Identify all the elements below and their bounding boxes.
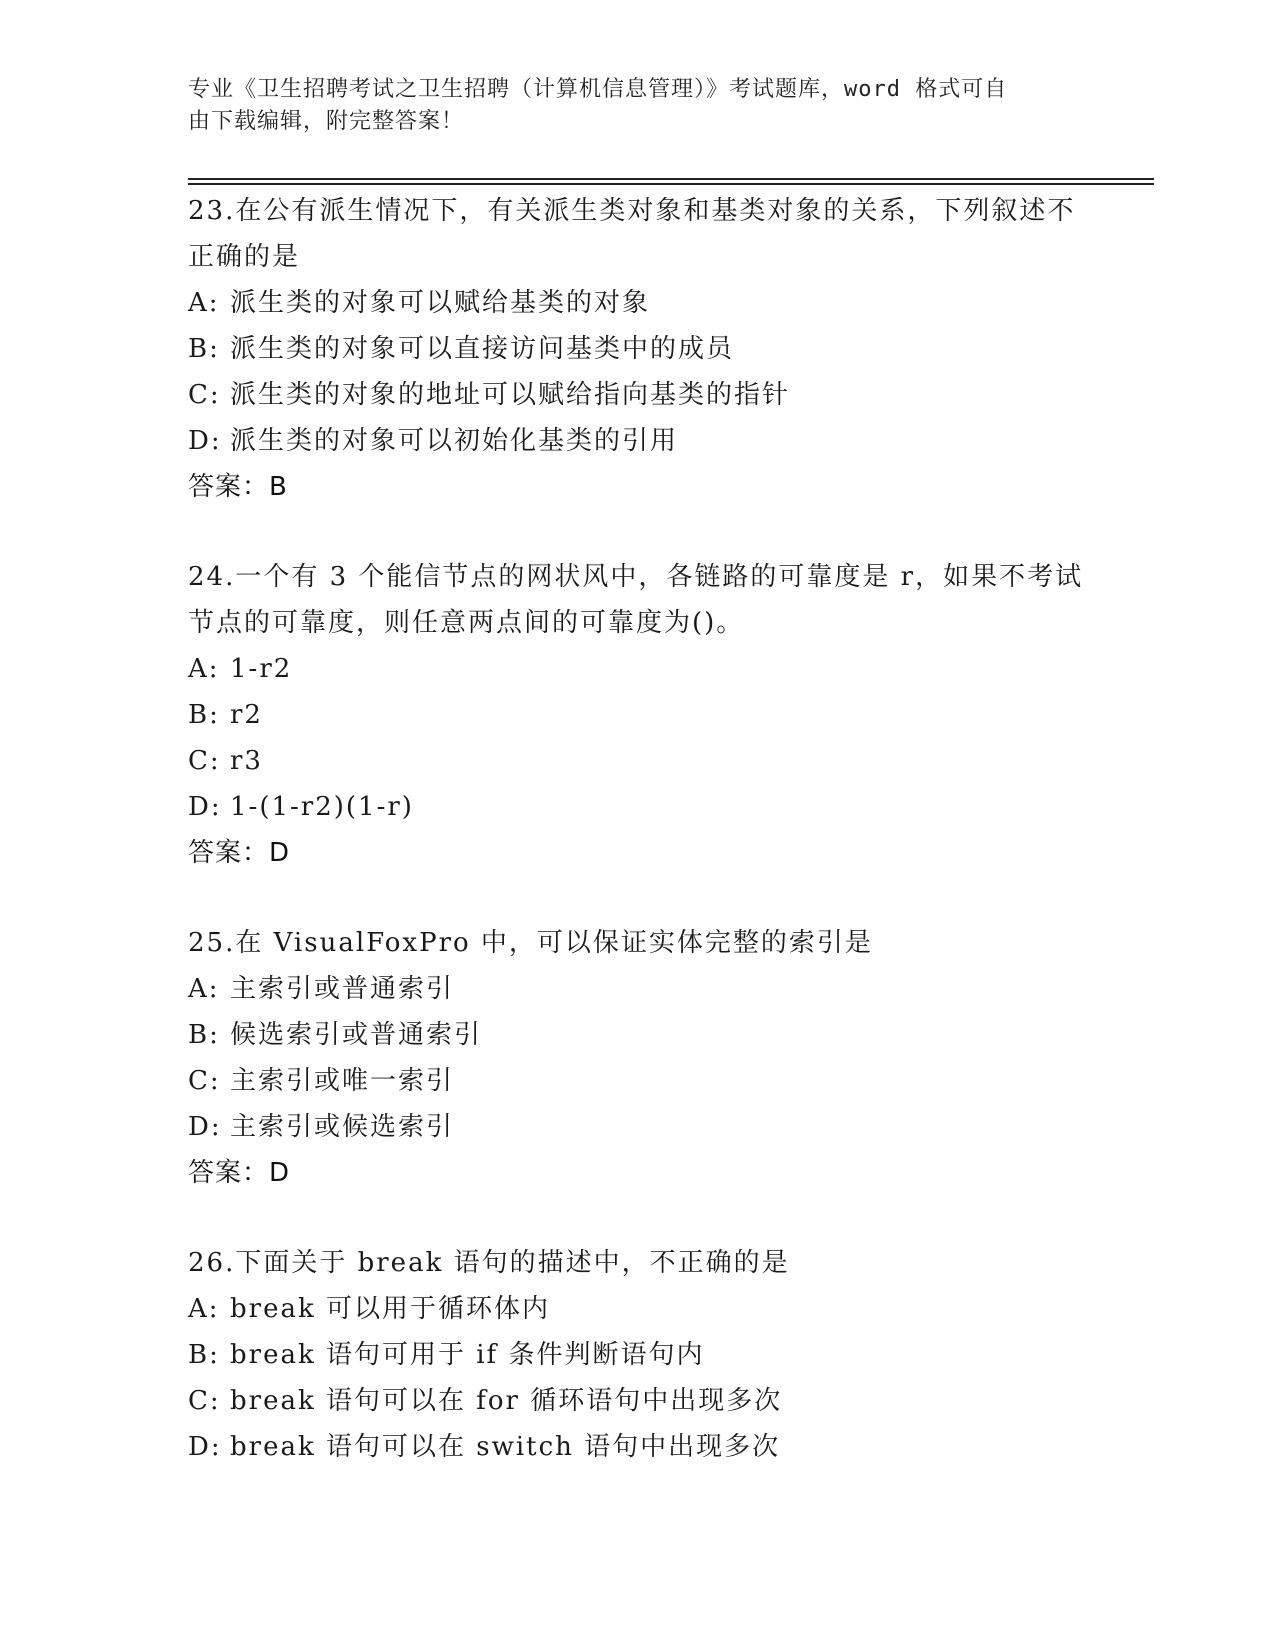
option-text: r2 [230,700,263,730]
question-24 [188,554,1088,876]
option-d [188,784,1088,830]
question-25 [188,920,1088,1196]
question-list [188,188,1088,1514]
option-a [188,966,1088,1012]
option-text: break 语句可以在 switch 语句中出现多次 [230,1432,781,1462]
option-b [188,1332,1088,1378]
option-letter: C: [188,1386,221,1416]
question-stem: 26.下面关于 break 语句的描述中，不正确的是 [188,1248,790,1278]
option-c [188,372,1088,418]
option-text: r3 [230,746,263,776]
option-c [188,738,1088,784]
question-stem: 23.在公有派生情况下，有关派生类对象和基类对象的关系，下列叙述不正确的是 [188,196,1076,272]
question-stem: 24.一个有 3 个能信节点的网状风中，各链路的可靠度是 r，如果不考试节点的可靠度，则任意两点间的可靠度为()。 [188,562,1084,638]
option-text: 1-(1-r2)(1-r) [230,792,414,822]
option-c [188,1058,1088,1104]
option-text: 派生类的对象的地址可以赋给指向基类的指针 [230,380,791,410]
option-b [188,692,1088,738]
option-a [188,1286,1088,1332]
option-text: 主索引或唯一索引 [230,1066,455,1096]
header-divider-bottom [188,183,1154,185]
option-letter: C: [188,380,221,410]
option-letter: D: [188,1112,222,1142]
option-text: 主索引或候选索引 [230,1112,455,1142]
question-stem: 25.在 VisualFoxPro 中，可以保证实体完整的索引是 [188,928,873,958]
option-text: 派生类的对象可以初始化基类的引用 [230,426,679,456]
option-letter: D: [188,1432,222,1462]
option-d [188,418,1088,464]
question-26 [188,1240,1088,1470]
option-text: 主索引或普通索引 [230,974,455,1004]
option-text: break 可以用于循环体内 [230,1294,550,1324]
option-a [188,280,1088,326]
option-letter: A: [188,654,220,684]
option-text: 候选索引或普通索引 [230,1020,483,1050]
option-letter: A: [188,974,220,1004]
option-b [188,326,1088,372]
option-text: 派生类的对象可以赋给基类的对象 [230,288,651,318]
document-header [188,74,1088,138]
option-letter: A: [188,1294,220,1324]
header-line-2: 由下载编辑，附完整答案！ [188,109,465,134]
option-text: 派生类的对象可以直接访问基类中的成员 [230,334,735,364]
header-line-1: 专业《卫生招聘考试之卫生招聘（计算机信息管理）》考试题库，word 格式可自 [188,77,1008,102]
option-letter: B: [188,1340,220,1370]
option-letter: D: [188,792,222,822]
option-text: break 语句可用于 if 条件判断语句内 [230,1340,705,1370]
header-divider-top [188,178,1154,180]
answer-line: 答案：D [188,1158,291,1188]
option-text: 1-r2 [230,654,293,684]
option-letter: B: [188,700,220,730]
answer-line: 答案：B [188,472,288,502]
option-letter: C: [188,746,221,776]
option-letter: B: [188,334,220,364]
option-b [188,1012,1088,1058]
option-a [188,646,1088,692]
option-letter: B: [188,1020,220,1050]
option-letter: A: [188,288,220,318]
option-d [188,1424,1088,1470]
option-letter: C: [188,1066,221,1096]
option-c [188,1378,1088,1424]
option-text: break 语句可以在 for 循环语句中出现多次 [230,1386,783,1416]
option-letter: D: [188,426,222,456]
question-23 [188,188,1088,510]
answer-line: 答案：D [188,838,291,868]
option-d [188,1104,1088,1150]
